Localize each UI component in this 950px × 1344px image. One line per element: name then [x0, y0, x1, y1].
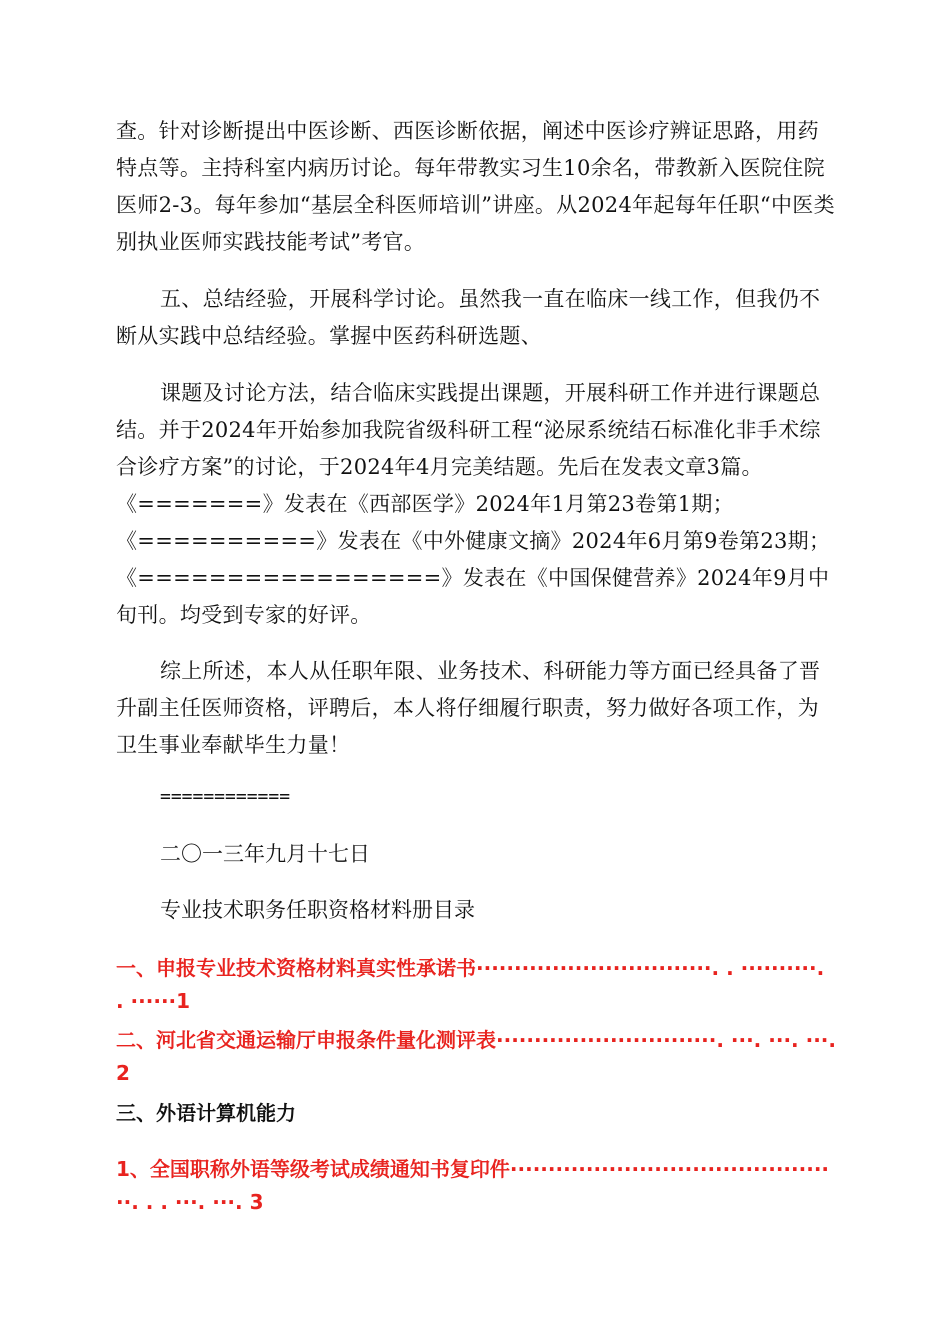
toc-item-commitment: 一、申报专业技术资格材料真实性承诺书·······························. . ··········. . ······1 [116, 956, 825, 1013]
paragraph-teaching-duties: 查。针对诊断提出中医诊断、西医诊断依据，阐述中医诊疗辨证思路，用药特点等。主持科室内病历讨论。每年带教实习生10余名，带教新入医院住院医师2-3。每年参加“基层全科医师培训”讲座。从2024年起每年任职“中医类别执业医师实践技能考试”考官。 [116, 119, 835, 254]
paragraph-research-publications: 课题及讨论方法，结合临床实践提出课题，开展科研工作并进行课题总结。并于2024年开始参加我院省级科研工程“泌尿系统结石标准化非手术综合诊疗方案”的讨论，于2024年4月完美结题。先后在发表文章3篇。《=======》发表在《西部医学》2024年1月第23卷第1期；《==========》发表在《中外健康文摘》2024年6月第9卷第23期；《=================》发表在《中国保健营养》2024年9月中旬刊。均受到专家的好评。 [116, 381, 831, 627]
toc-title: 专业技术职务任职资格材料册目录 [160, 898, 475, 922]
paragraph-summary-experience: 五、总结经验，开展科学讨论。虽然我一直在临床一线工作，但我仍不断从实践中总结经验。掌握中医药科研选题、 [116, 287, 821, 348]
signature-date: 二〇一三年九月十七日 [160, 842, 370, 866]
toc-item-language-exam-copy: 1、全国职称外语等级考试成绩通知书复印件············································. . . ···. ···. 3 [116, 1157, 830, 1214]
toc-item-language-computer: 三、外语计算机能力 [116, 1101, 296, 1125]
signature-separator: ============ [160, 786, 291, 807]
toc-item-evaluation-table: 二、河北省交通运输厅申报条件量化测评表·····························. ···. ···. ···. 2 [116, 1028, 836, 1085]
paragraph-conclusion: 综上所述，本人从任职年限、业务技术、科研能力等方面已经具备了晋升副主任医师资格，评聘后，本人将仔细履行职责，努力做好各项工作，为卫生事业奉献毕生力量！ [116, 659, 821, 757]
